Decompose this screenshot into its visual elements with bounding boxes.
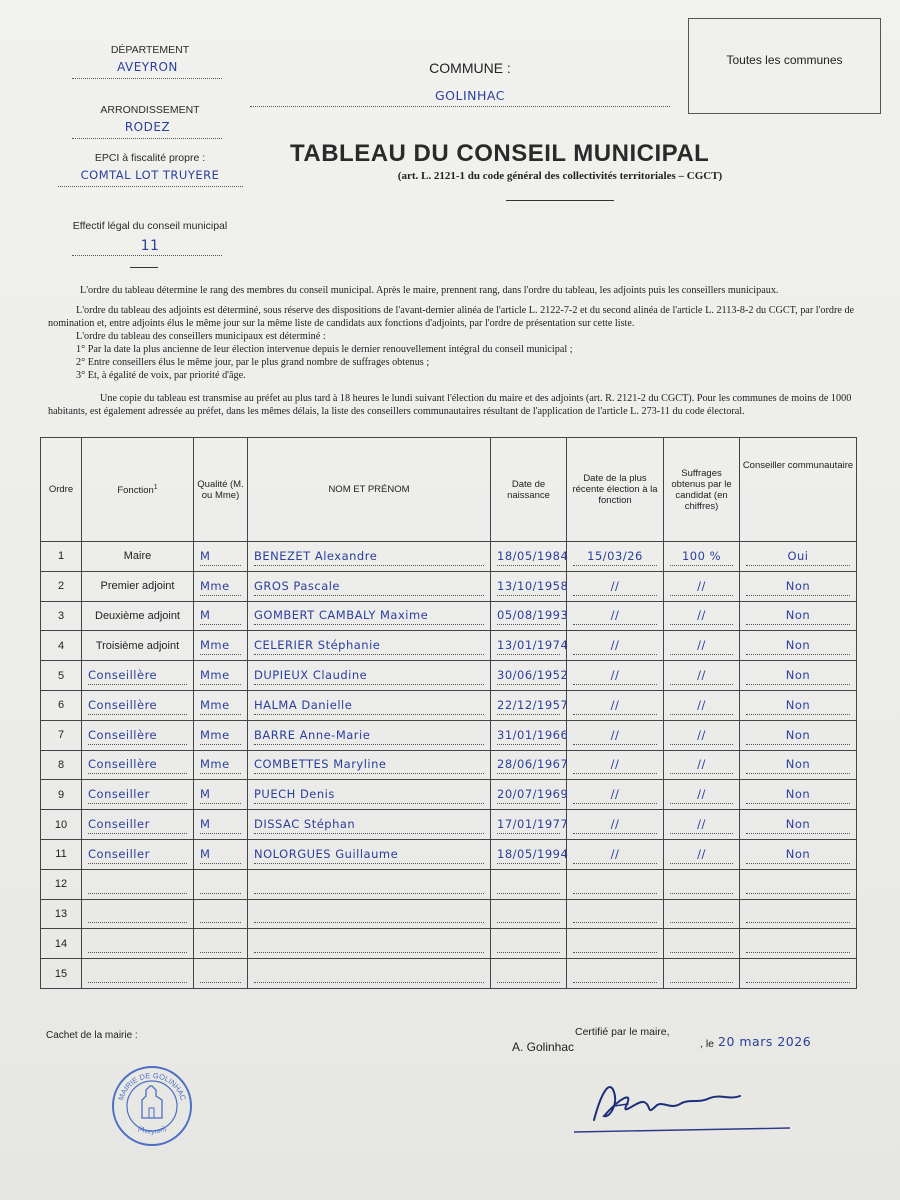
communes-box-text: Toutes les communes	[726, 53, 843, 67]
paragraph-rank: L'ordre du tableau détermine le rang des membres du conseil municipal. Après le maire, prennent rang, dans l'ordre du tableau, les adjoints puis les conseillers municipaux.	[80, 285, 779, 296]
header-ordre: Ordre	[41, 438, 82, 542]
cell-naissance	[491, 631, 567, 661]
cell-suffrages	[664, 720, 740, 750]
cell-ordre: 8	[41, 750, 82, 780]
cell-value-fonction: Conseillère	[88, 696, 187, 715]
cell-fonction	[82, 542, 194, 572]
cell-value-fonction: Conseiller	[88, 785, 187, 804]
cell-communautaire	[740, 750, 857, 780]
cell-nom	[248, 601, 491, 631]
cell-value-fonction	[88, 875, 187, 894]
cell-fonction	[82, 690, 194, 720]
cell-value-naissance: 13/01/1974	[497, 636, 560, 655]
cell-ordre: 3	[41, 601, 82, 631]
svg-text:(Aveyron): (Aveyron)	[136, 1125, 168, 1136]
cell-value-nom: GOMBERT CAMBALY Maxime	[254, 606, 484, 625]
cell-ordre: 2	[41, 571, 82, 601]
paragraph-rule-2: 2° Entre conseillers élus le même jour, par le plus grand nombre de suffrages obtenus ;	[76, 357, 430, 368]
cell-qualite	[194, 750, 248, 780]
certifie-place: A. Golinhac	[512, 1040, 575, 1054]
cell-naissance	[491, 750, 567, 780]
cell-value-fonction	[88, 904, 187, 923]
cell-naissance	[491, 899, 567, 929]
cell-value-naissance: 13/10/1958	[497, 577, 560, 596]
cell-value-communautaire	[746, 875, 850, 894]
cell-value-naissance: 05/08/1993	[497, 606, 560, 625]
cell-suffrages	[664, 750, 740, 780]
effectif-line	[72, 255, 222, 256]
cell-suffrages	[664, 571, 740, 601]
cell-election	[567, 839, 664, 869]
cell-ordre: 4	[41, 631, 82, 661]
cell-value-election: //	[573, 845, 657, 864]
cell-qualite	[194, 690, 248, 720]
paragraph-rule-1: 1° Par la date la plus ancienne de leur élection intervenue depuis le dernier renouvellement intégral du conseil municipal ;	[76, 344, 573, 355]
cell-ordre: 11	[41, 839, 82, 869]
cell-value-suffrages: //	[670, 696, 733, 715]
cell-fonction	[82, 899, 194, 929]
cell-value-election: //	[573, 577, 657, 596]
table-row	[41, 750, 857, 780]
cell-suffrages	[664, 661, 740, 691]
cell-nom	[248, 929, 491, 959]
cell-value-fonction: Conseiller	[88, 815, 187, 834]
cell-suffrages	[664, 929, 740, 959]
cell-communautaire	[740, 929, 857, 959]
cell-election	[567, 661, 664, 691]
paragraph-rule-3: 3° Et, à égalité de voix, par priorité d'âge.	[76, 370, 246, 381]
arrondissement-label: ARRONDISSEMENT	[100, 104, 200, 116]
cell-value-qualite: M	[200, 845, 241, 864]
cell-value-nom: CELERIER Stéphanie	[254, 636, 484, 655]
cell-nom	[248, 661, 491, 691]
cell-value-naissance	[497, 964, 560, 983]
cell-suffrages	[664, 869, 740, 899]
cell-election	[567, 601, 664, 631]
cell-communautaire	[740, 899, 857, 929]
cell-value-nom: BARRE Anne-Marie	[254, 726, 484, 745]
svg-text:MAIRIE DE GOLINHAC: MAIRIE DE GOLINHAC	[116, 1070, 188, 1102]
cell-suffrages	[664, 542, 740, 572]
cell-value-qualite: Mme	[200, 696, 241, 715]
epci-value: COMTAL LOT TRUYERE	[80, 168, 220, 182]
cell-fonction	[82, 959, 194, 989]
cell-nom	[248, 780, 491, 810]
paragraph-copie: Une copie du tableau est transmise au préfet au plus tard à 18 heures le lundi suivant l'élection du maire et des adjoints (art. R. 2121-2 du CGCT). Pour les communes de moins de 1000 habitants, est également adressée au préfet, dans les mêmes délais, la liste des conseillers communautaires résultant de l'application de l'article L. 273-11 du code électoral.	[48, 393, 852, 417]
cell-value-election	[573, 875, 657, 894]
title-underline	[506, 200, 614, 201]
header-nom: NOM ET PRÉNOM	[248, 438, 491, 542]
commune-line	[250, 106, 670, 107]
cell-value-fonction	[88, 964, 187, 983]
page-subtitle: (art. L. 2121-1 du code général des collectivités territoriales – CGCT)	[397, 170, 723, 182]
cell-value-communautaire: Non	[746, 636, 850, 655]
cell-value-naissance: 18/05/1994	[497, 845, 560, 864]
cell-value-qualite	[200, 934, 241, 953]
header-naissance: Date de naissance	[491, 438, 567, 542]
cell-ordre: 6	[41, 690, 82, 720]
effectif-value: 11	[140, 238, 160, 254]
cell-value-suffrages: //	[670, 606, 733, 625]
cell-communautaire	[740, 839, 857, 869]
cell-value-suffrages: //	[670, 755, 733, 774]
cell-qualite	[194, 780, 248, 810]
cell-election	[567, 750, 664, 780]
cell-nom	[248, 690, 491, 720]
table-row	[41, 601, 857, 631]
cell-naissance	[491, 571, 567, 601]
cell-nom	[248, 810, 491, 840]
communes-box	[688, 18, 881, 114]
cell-election	[567, 810, 664, 840]
cell-nom	[248, 571, 491, 601]
effectif-underline	[130, 267, 158, 268]
cell-qualite	[194, 899, 248, 929]
header-qualite: Qualité (M. ou Mme)	[194, 438, 248, 542]
paragraph-conseillers: L'ordre du tableau des conseillers municipaux est déterminé :	[76, 331, 326, 342]
cell-value-fonction: Maire	[123, 550, 152, 563]
cell-qualite	[194, 839, 248, 869]
cell-value-election: //	[573, 755, 657, 774]
cell-suffrages	[664, 631, 740, 661]
cell-value-nom	[254, 904, 484, 923]
cell-ordre: 5	[41, 661, 82, 691]
cell-suffrages	[664, 780, 740, 810]
cell-communautaire	[740, 780, 857, 810]
cell-qualite	[194, 601, 248, 631]
cell-value-communautaire: Oui	[746, 547, 850, 566]
cell-value-suffrages	[670, 964, 733, 983]
table-row	[41, 571, 857, 601]
cell-ordre: 7	[41, 720, 82, 750]
table-row	[41, 780, 857, 810]
cell-value-naissance: 18/05/1984	[497, 547, 560, 566]
cell-value-nom: HALMA Danielle	[254, 696, 484, 715]
cell-naissance	[491, 959, 567, 989]
cachet-label: Cachet de la mairie :	[46, 1030, 138, 1041]
arrondissement-value: RODEZ	[124, 120, 171, 134]
cell-value-qualite: Mme	[200, 636, 241, 655]
cell-fonction	[82, 929, 194, 959]
cell-qualite	[194, 959, 248, 989]
cell-naissance	[491, 542, 567, 572]
cell-value-suffrages: //	[670, 636, 733, 655]
cell-value-naissance: 17/01/1977	[497, 815, 560, 834]
cell-value-suffrages	[670, 934, 733, 953]
cell-ordre: 9	[41, 780, 82, 810]
cell-qualite	[194, 869, 248, 899]
departement-line	[72, 78, 222, 79]
cell-value-fonction: Deuxième adjoint	[95, 609, 180, 622]
cell-communautaire	[740, 690, 857, 720]
cell-value-qualite: M	[200, 606, 241, 625]
cell-communautaire	[740, 810, 857, 840]
cell-value-naissance: 22/12/1957	[497, 696, 560, 715]
cell-value-nom: DUPIEUX Claudine	[254, 666, 484, 685]
cell-value-suffrages: //	[670, 726, 733, 745]
cell-naissance	[491, 601, 567, 631]
cell-qualite	[194, 542, 248, 572]
epci-line	[58, 186, 243, 187]
cell-value-communautaire: Non	[746, 785, 850, 804]
cell-value-suffrages: 100 %	[670, 547, 733, 566]
cell-value-qualite	[200, 904, 241, 923]
page-title: TABLEAU DU CONSEIL MUNICIPAL	[290, 140, 710, 167]
cell-fonction	[82, 720, 194, 750]
cell-value-fonction: Conseillère	[88, 755, 187, 774]
header-suffrages: Suffrages obtenus par le candidat (en chiffres)	[664, 438, 740, 542]
cell-value-naissance: 30/06/1952	[497, 666, 560, 685]
cell-fonction	[82, 601, 194, 631]
cell-value-election: 15/03/26	[573, 547, 657, 566]
cell-value-qualite: Mme	[200, 726, 241, 745]
cell-value-nom: COMBETTES Maryline	[254, 755, 484, 774]
commune-value: GOLINHAC	[435, 88, 505, 103]
commune-label: COMMUNE :	[429, 60, 511, 76]
cell-value-fonction: Troisième adjoint	[95, 639, 180, 652]
cell-value-suffrages: //	[670, 815, 733, 834]
cell-value-suffrages: //	[670, 666, 733, 685]
cell-election	[567, 899, 664, 929]
paragraph-adjoints: L'ordre du tableau des adjoints est déterminé, sous réserve des dispositions de l'avant-dernier alinéa de l'article L. 2122-7-2 et du second alinéa de l'article L. 2113-8-2 du CGCT, par l'ordre de nomination et, entre adjoints élus le même jour sur la même liste de candidats aux fonctions d'adjoints, par l'ordre de présentation sur cette liste.	[48, 305, 855, 329]
cell-value-suffrages	[670, 875, 733, 894]
cell-fonction	[82, 780, 194, 810]
cell-value-fonction: Conseiller	[88, 845, 187, 864]
cell-qualite	[194, 571, 248, 601]
cell-value-election: //	[573, 696, 657, 715]
cell-suffrages	[664, 690, 740, 720]
cell-ordre: 14	[41, 929, 82, 959]
cell-value-communautaire	[746, 934, 850, 953]
cell-naissance	[491, 929, 567, 959]
cell-value-nom: DISSAC Stéphan	[254, 815, 484, 834]
cell-value-qualite	[200, 875, 241, 894]
date-value: 20 mars 2026	[718, 1034, 812, 1049]
cell-election	[567, 780, 664, 810]
cell-fonction	[82, 839, 194, 869]
table-row	[41, 839, 857, 869]
cell-nom	[248, 542, 491, 572]
cell-election	[567, 869, 664, 899]
cell-fonction	[82, 869, 194, 899]
cell-value-election: //	[573, 815, 657, 834]
cell-value-fonction: Conseillère	[88, 666, 187, 685]
cell-nom	[248, 631, 491, 661]
cell-value-suffrages	[670, 904, 733, 923]
cell-value-election	[573, 964, 657, 983]
cell-suffrages	[664, 601, 740, 631]
cell-suffrages	[664, 810, 740, 840]
cell-value-suffrages: //	[670, 785, 733, 804]
epci-label: EPCI à fiscalité propre :	[94, 152, 206, 164]
cell-naissance	[491, 690, 567, 720]
date-prefix: , le	[700, 1038, 715, 1050]
cell-value-communautaire: Non	[746, 696, 850, 715]
cell-value-qualite: M	[200, 815, 241, 834]
cell-naissance	[491, 810, 567, 840]
signature-icon	[580, 1070, 780, 1140]
cell-nom	[248, 720, 491, 750]
cell-election	[567, 720, 664, 750]
cell-qualite	[194, 810, 248, 840]
cell-fonction	[82, 571, 194, 601]
cell-value-nom: GROS Pascale	[254, 577, 484, 596]
cell-value-communautaire: Non	[746, 755, 850, 774]
cell-suffrages	[664, 839, 740, 869]
mairie-stamp	[110, 1064, 194, 1148]
table-row	[41, 929, 857, 959]
cell-communautaire	[740, 631, 857, 661]
cell-value-naissance	[497, 875, 560, 894]
maire-signature	[580, 1070, 780, 1140]
cell-value-fonction	[88, 934, 187, 953]
cell-fonction	[82, 750, 194, 780]
cell-value-election	[573, 904, 657, 923]
cell-suffrages	[664, 959, 740, 989]
cell-communautaire	[740, 542, 857, 572]
cell-value-communautaire: Non	[746, 666, 850, 685]
table-row	[41, 690, 857, 720]
cell-value-fonction: Conseillère	[88, 726, 187, 745]
cell-election	[567, 542, 664, 572]
cell-naissance	[491, 869, 567, 899]
table-row	[41, 899, 857, 929]
cell-value-communautaire: Non	[746, 815, 850, 834]
cell-value-communautaire: Non	[746, 577, 850, 596]
cell-communautaire	[740, 571, 857, 601]
cell-naissance	[491, 720, 567, 750]
certifie-label: Certifié par le maire,	[575, 1026, 670, 1038]
departement-value: AVEYRON	[117, 60, 178, 74]
cell-value-qualite: Mme	[200, 666, 241, 685]
effectif-label: Effectif légal du conseil municipal	[72, 220, 228, 232]
council-table	[40, 437, 857, 989]
cell-value-naissance: 31/01/1966	[497, 726, 560, 745]
cell-value-qualite: M	[200, 785, 241, 804]
cell-value-suffrages: //	[670, 845, 733, 864]
cell-value-fonction: Premier adjoint	[100, 580, 175, 593]
cell-election	[567, 631, 664, 661]
cell-value-nom	[254, 875, 484, 894]
cell-fonction	[82, 631, 194, 661]
departement-label: DÉPARTEMENT	[110, 44, 190, 56]
cell-ordre: 15	[41, 959, 82, 989]
table-row	[41, 661, 857, 691]
cell-value-nom	[254, 934, 484, 953]
cell-communautaire	[740, 661, 857, 691]
cell-value-election: //	[573, 726, 657, 745]
cell-nom	[248, 959, 491, 989]
cell-value-naissance: 20/07/1969	[497, 785, 560, 804]
cell-nom	[248, 869, 491, 899]
cell-nom	[248, 839, 491, 869]
cell-ordre: 10	[41, 810, 82, 840]
header-fonction: Fonction$^1$	[82, 438, 194, 542]
cell-fonction	[82, 810, 194, 840]
cell-value-communautaire: Non	[746, 726, 850, 745]
arrondissement-line	[72, 138, 222, 139]
cell-value-communautaire	[746, 964, 850, 983]
cell-communautaire	[740, 869, 857, 899]
cell-value-communautaire: Non	[746, 845, 850, 864]
cell-naissance	[491, 839, 567, 869]
cell-nom	[248, 899, 491, 929]
cell-communautaire	[740, 720, 857, 750]
cell-value-nom	[254, 964, 484, 983]
cell-value-qualite: Mme	[200, 577, 241, 596]
cell-communautaire	[740, 601, 857, 631]
cell-value-naissance	[497, 934, 560, 953]
table-row	[41, 631, 857, 661]
cell-value-qualite: Mme	[200, 755, 241, 774]
cell-value-election: //	[573, 636, 657, 655]
cell-value-communautaire	[746, 904, 850, 923]
cell-election	[567, 959, 664, 989]
cell-election	[567, 571, 664, 601]
cell-value-qualite: M	[200, 547, 241, 566]
cell-election	[567, 690, 664, 720]
header-communautaire: Conseiller communautaire	[740, 438, 857, 542]
cell-value-nom: BENEZET Alexandre	[254, 547, 484, 566]
stamp-seal-icon	[110, 1064, 194, 1148]
cell-value-election: //	[573, 666, 657, 685]
cell-value-election: //	[573, 606, 657, 625]
cell-value-nom: PUECH Denis	[254, 785, 484, 804]
cell-value-election	[573, 934, 657, 953]
cell-ordre: 13	[41, 899, 82, 929]
cell-communautaire	[740, 959, 857, 989]
table-row	[41, 810, 857, 840]
cell-qualite	[194, 720, 248, 750]
cell-naissance	[491, 661, 567, 691]
cell-suffrages	[664, 899, 740, 929]
table-row	[41, 542, 857, 572]
table-row	[41, 959, 857, 989]
header-election: Date de la plus récente élection à la fonction	[567, 438, 664, 542]
cell-value-communautaire: Non	[746, 606, 850, 625]
cell-naissance	[491, 780, 567, 810]
cell-qualite	[194, 661, 248, 691]
cell-value-naissance	[497, 904, 560, 923]
cell-election	[567, 929, 664, 959]
cell-fonction	[82, 661, 194, 691]
cell-value-election: //	[573, 785, 657, 804]
cell-qualite	[194, 631, 248, 661]
cell-value-nom: NOLORGUES Guillaume	[254, 845, 484, 864]
cell-value-suffrages: //	[670, 577, 733, 596]
cell-value-qualite	[200, 964, 241, 983]
cell-ordre: 1	[41, 542, 82, 572]
table-row	[41, 720, 857, 750]
table-row	[41, 869, 857, 899]
cell-ordre: 12	[41, 869, 82, 899]
cell-nom	[248, 750, 491, 780]
table-header-row	[41, 438, 857, 542]
cell-qualite	[194, 929, 248, 959]
cell-value-naissance: 28/06/1967	[497, 755, 560, 774]
